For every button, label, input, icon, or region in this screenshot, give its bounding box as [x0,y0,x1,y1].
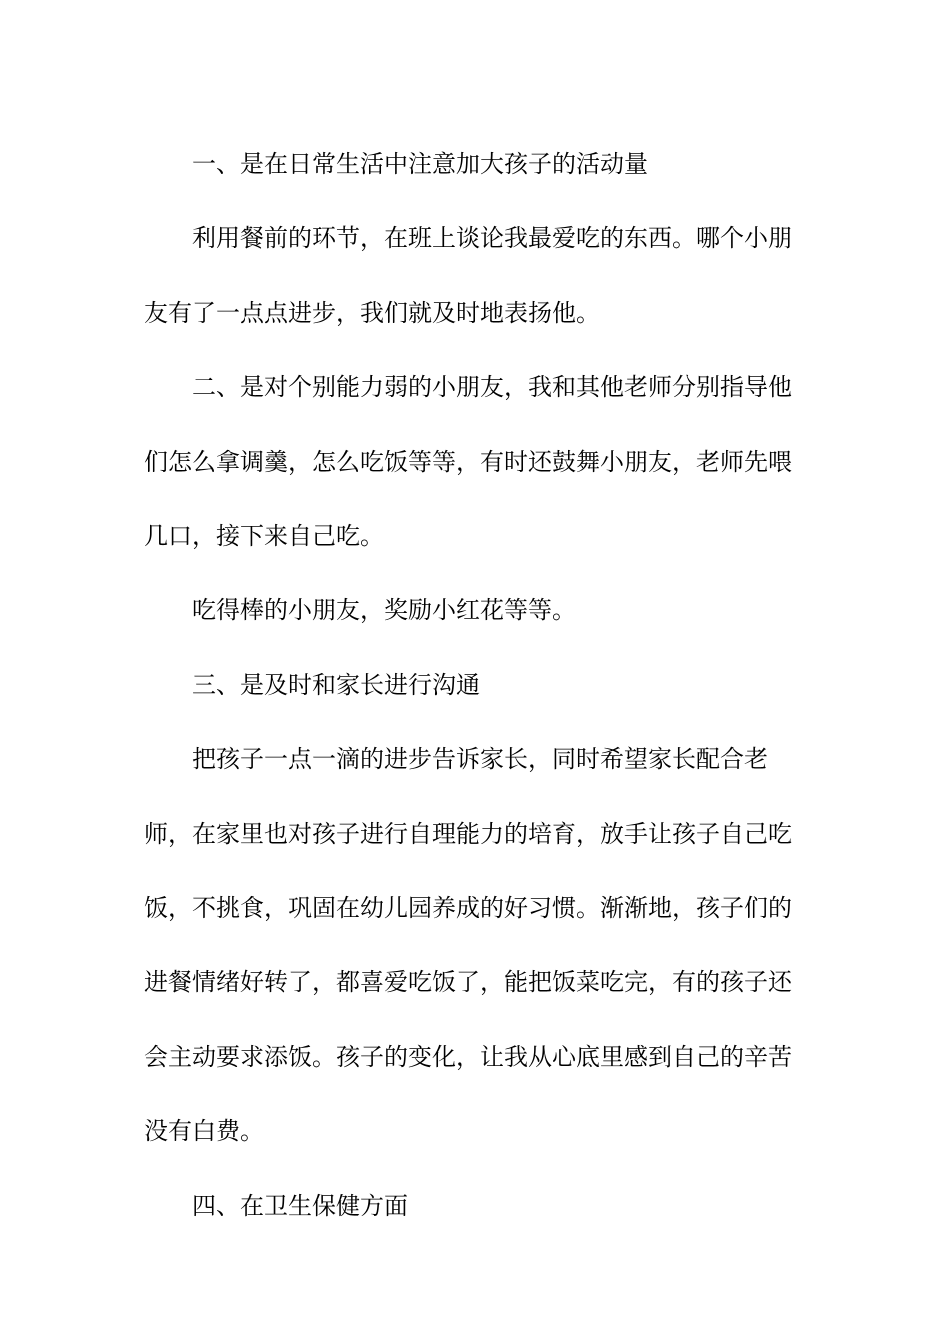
heading-parent-communication: 三、是及时和家长进行沟通 [192,670,480,699]
heading-individual-guidance: 二、是对个别能力弱的小朋友，我和其他老师分别指导他们怎么拿调羹，怎么吃饭等等，有时还鼓舞小朋友，老师先喂几口，接下来自己吃。 [144,373,792,551]
paragraph-reward: 吃得棒的小朋友，奖励小红花等等。 [192,596,576,625]
paragraph-parent-cooperation: 把孩子一点一滴的进步告诉家长，同时希望家长配合老师，在家里也对孩子进行自理能力的培育，放手让孩子自己吃饭，不挑食，巩固在幼儿园养成的好习惯。渐渐地，孩子们的进餐情绪好转了，都喜爱吃饭了，能把饭菜吃完，有的孩子还会主动要求添饭。孩子的变化，让我从心底里感到自己的辛苦没有白费。 [144,745,792,1146]
paragraph-mealtime-talk: 利用餐前的环节，在班上谈论我最爱吃的东西。哪个小朋友有了一点点进步，我们就及时地表扬他。 [144,224,792,327]
document-body [144,127,806,1243]
heading-health-care: 四、在卫生保健方面 [192,1191,408,1220]
heading-activity: 一、是在日常生活中注意加大孩子的活动量 [192,150,648,178]
